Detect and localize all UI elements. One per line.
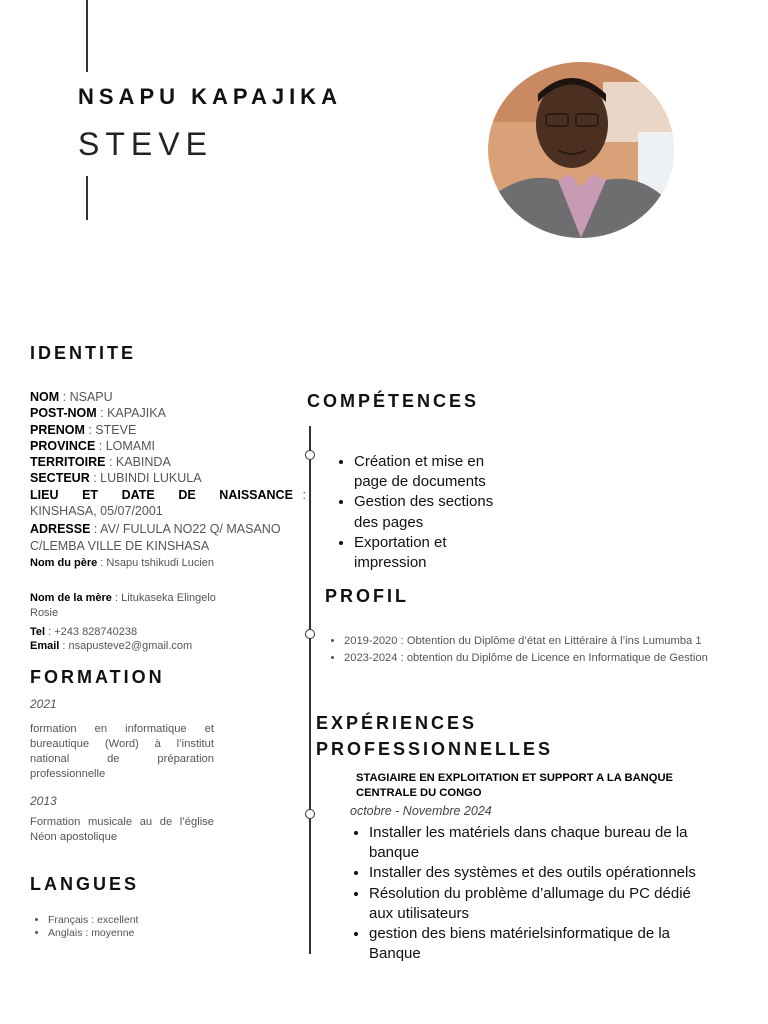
- experience-heading-line2: PROFESSIONNELLES: [316, 739, 554, 759]
- identity-province: PROVINCE : LOMAMI: [30, 438, 156, 453]
- skills-list: [354, 452, 514, 573]
- experience-item: • Installer des systèmes et des outils opérationnels: [369, 863, 719, 883]
- experience-item: • gestion des biens matérielsinformatique de la Banque: [369, 924, 719, 964]
- identity-block: [30, 389, 306, 554]
- skill-item: • Exportation et impression: [354, 533, 514, 573]
- profile-list: [344, 633, 742, 667]
- identity-phone: Tel : +243 828740238: [30, 626, 138, 638]
- identity-email: Email : nsapusteve2@gmail.com: [30, 640, 193, 652]
- profile-heading: PROFIL: [325, 586, 409, 606]
- formation-text: formation en informatique et bureautique (Word) à l’institut national de préparation professionnelle: [30, 723, 214, 780]
- experience-item: • Installer les matériels dans chaque bureau de la banque: [369, 823, 719, 863]
- timeline-line: [309, 426, 311, 954]
- identity-prenom: PRENOM : STEVE: [30, 422, 137, 437]
- job-title: STAGIAIRE EN EXPLOITATION ET SUPPORT A LA BANQUE CENTRALE DU CONGO: [356, 772, 673, 799]
- timeline-marker: [305, 809, 315, 819]
- job-dates: octobre - Novembre 2024: [350, 804, 492, 818]
- identity-nom: NOM : NSAPU: [30, 390, 113, 404]
- languages-heading: LANGUES: [30, 874, 140, 894]
- experience-item: • Résolution du problème d’allumage du PC dédié aux utilisateurs: [369, 884, 719, 924]
- profile-item: • 2019-2020 : Obtention du Diplôme d’état en Littéraire à l’ins Lumumba 1: [344, 633, 742, 650]
- formation-year: 2021: [30, 697, 57, 711]
- experience-heading: [316, 710, 553, 762]
- header-bottom-divider: [86, 176, 88, 220]
- skill-item: • Création et mise en page de documents: [354, 452, 514, 492]
- formation-text: Formation musicale au de l’église Néon apostolique: [30, 816, 214, 843]
- identity-secteur: SECTEUR : LUBINDI LUKULA: [30, 471, 202, 486]
- skills-heading: COMPÉTENCES: [307, 391, 480, 411]
- experience-list: [369, 823, 719, 964]
- timeline-marker: [305, 629, 315, 639]
- identity-territoire: TERRITOIRE : KABINDA: [30, 455, 171, 470]
- identity-address: ADRESSE : AV/ FULULA NO22 Q/ MASANO C/LEMBA VILLE DE KINSHASA: [30, 522, 281, 553]
- identity-father: Nom du père : Nsapu tshikudi Lucien: [30, 557, 215, 569]
- last-name: NSAPU KAPAJIKA: [78, 84, 342, 109]
- language-item: • Anglais : moyenne: [48, 927, 208, 940]
- header-top-divider: [86, 0, 88, 72]
- identity-birth: LIEU ET DATE DE NAISSANCE : KINSHASA, 05/07/2001: [30, 487, 306, 519]
- first-name: STEVE: [78, 126, 213, 162]
- identity-mother: Nom de la mère : Litukaseka Elingelo Rosie: [30, 592, 216, 619]
- identity-heading: IDENTITE: [30, 343, 137, 363]
- timeline-marker: [305, 450, 315, 460]
- languages-list: [48, 914, 208, 940]
- formation-heading: FORMATION: [30, 667, 165, 687]
- identity-postnom: POST-NOM : KAPAJIKA: [30, 406, 166, 421]
- profile-item: • 2023-2024 : obtention du Diplôme de Licence en Informatique de Gestion: [344, 650, 742, 667]
- formation-year: 2013: [30, 794, 57, 808]
- language-item: • Français : excellent: [48, 914, 208, 927]
- profile-photo: [488, 62, 674, 238]
- experience-heading-line1: EXPÉRIENCES: [316, 713, 478, 733]
- skill-item: • Gestion des sections des pages: [354, 492, 514, 532]
